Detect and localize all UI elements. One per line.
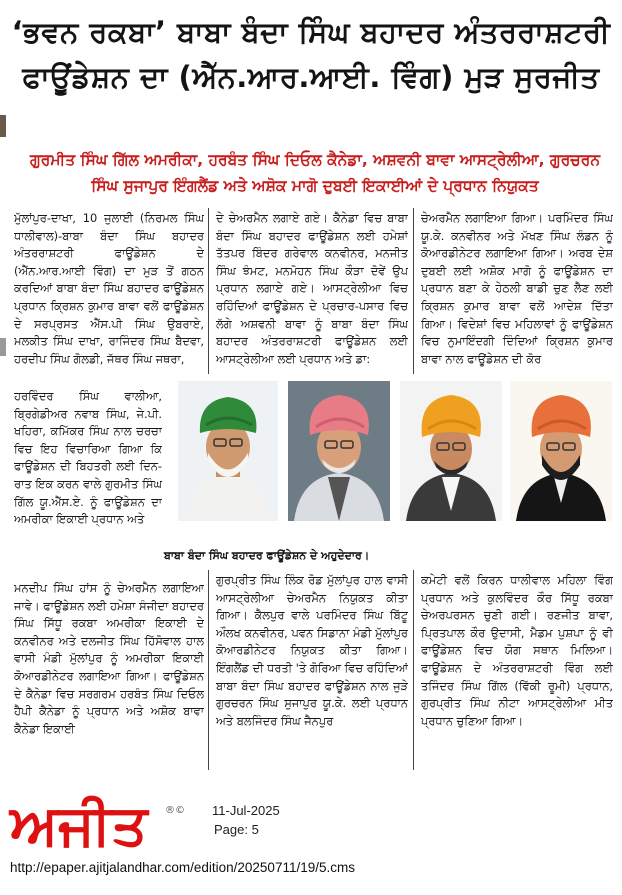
column-3-bottom: ਕਮੇਟੀ ਵਲੋਂ ਕਿਰਨ ਧਾਲੀਵਾਲ ਮਹਿਲਾ ਵਿੰਗ ਪ੍ਰਧਾਨ ਅਤੇ ਕੁਲਵਿੰਦਰ ਕੌਰ ਸਿੱਧੂ ਰਕਬਾ ਚੇਅਰਪਰਸਨ ਚੁਣੀ ਗਈ। ਰਣਜੀਤ ਬਾਵਾ, ਪ੍ਰਿਤਪਾਲ ਕੌਰ ਉਦਾਸੀ, ਮੈਡਮ ਪੁਸ਼ਪਾ ਨੂੰ ਵੀ ਫਾਊਂਡੇਸ਼ਨ ਵਿਚ ਯੋਗ ਸਥਾਨ ਮਿਲਿਆ। ਫਾਊਂਡੇਸ਼ਨ ਦੇ ਅੰਤਰਰਾਸ਼ਟਰੀ ਵਿੰਗ ਲਈ ਤਜਿੰਦਰ ਸਿੰਘ ਗਿੱਲ (ਵਿੱਕੀ ਰੂਮੀ) ਪ੍ਰਧਾਨ, ਗੁਰਪ੍ਰੀਤ ਸਿੰਘ ਨੀਟਾ ਆਸਟ੍ਰੇਲੀਆ ਮੀਤ ਪ੍ਰਧਾਨ ਚੁਣਿਆ ਗਿਆ। <box>421 573 613 728</box>
portrait-photo-4 <box>510 381 612 521</box>
portrait-photo-3 <box>400 381 502 521</box>
edition-date: 11-Jul-2025 <box>212 803 280 818</box>
column-3-top: ਚੇਅਰਮੈਨ ਲਗਾਇਆ ਗਿਆ। ਪਰਮਿੰਦਰ ਸਿੰਘ ਯੂ.ਕੇ. ਕਨਵੀਨਰ ਅਤੇ ਮੱਖਣ ਸਿੰਘ ਲੰਡਨ ਨੂੰ ਕੋਆਰਡੀਨੇਟਰ ਲਗਾਇਆ ਗਿਆ। ਅਰਬ ਦੇਸ਼ ਦੁਬਈ ਲਈ ਅਸ਼ੋਕ ਮਾਗੋ ਨੂੰ ਫਾਊਂਡੇਸ਼ਨ ਦਾ ਪ੍ਰਧਾਨ ਬਣਾ ਕੇ ਹੇਠਲੀ ਬਾਡੀ ਚੁਣ ਲੈਣ ਲਈ ਕ੍ਰਿਸ਼ਨ ਕੁਮਾਰ ਬਾਵਾ ਵਲੋਂ ਆਦੇਸ਼ ਦਿੱਤਾ ਗਿਆ। ਵਿਦੇਸ਼ਾਂ ਵਿਚ ਮਹਿਲਾਵਾਂ ਨੂੰ ਫਾਊਂਡੇਸ਼ਨ ਵਿਚ ਨੁਮਾਇੰਦਗੀ ਦਿੰਦਿਆਂ ਕ੍ਰਿਸ਼ਨ ਕੁਮਾਰ ਬਾਵਾ ਨਾਲ ਫਾਊਂਡੇਸ਼ਨ ਦੀ ਕੋਰ <box>421 211 613 366</box>
column-2-bottom: ਗੁਰਪ੍ਰੀਤ ਸਿੰਘ ਲਿੰਕ ਰੋਡ ਮੁੱਲਾਂਪੁਰ ਹਾਲ ਵਾਸੀ ਆਸਟ੍ਰੇਲੀਆ ਚੇਅਰਮੈਨ ਨਿਯੁਕਤ ਕੀਤਾ ਗਿਆ। ਕੈਲਪੁਰ ਵਾਲੇ ਪਰਮਿੰਦਰ ਸਿੰਘ ਬਿੱਟੂ ਔਲਖ ਕਨਵੀਨਰ, ਪਵਨ ਸਿਡਾਨਾ ਮੰਡੀ ਮੁੱਲਾਂਪੁਰ ਕੋਆਰਡੀਨੇਟਰ ਨਿਯੁਕਤ ਕੀਤਾ ਗਿਆ। ਇੰਗਲੈਂਡ ਦੀ ਧਰਤੀ 'ਤੇ ਗੋਰਿਆ ਵਿਚ ਰਹਿੰਦਿਆਂ ਬਾਬਾ ਬੰਦਾ ਸਿੰਘ ਬਹਾਦਰ ਫਾਊਂਡੇਸ਼ਨ ਨਾਲ ਜੁੜੇ ਗੁਰਚਰਨ ਸਿੰਘ ਸੁਜਾਪੁਰ ਯੂ.ਕੇ. ਲਈ ਪ੍ਰਧਾਨ ਅਤੇ ਬਲਜਿੰਦਰ ਸਿੰਘ ਜੈਨਪੁਰ <box>216 573 408 728</box>
registered-mark: ®© <box>165 805 185 816</box>
column-2-top: ਦੇ ਚੇਅਰਮੈਨ ਲਗਾਏ ਗਏ। ਕੈਨੇਡਾ ਵਿਚ ਬਾਬਾ ਬੰਦਾ ਸਿੰਘ ਬਹਾਦਰ ਫਾਊਂਡੇਸ਼ਨ ਲਈ ਹਮੇਸ਼ਾਂ ਤੱਤਪਰ ਬਿੰਦਰ ਗਰੇਵਾਲ ਕਨਵੀਨਰ, ਮਨਜੀਤ ਸਿੰਘ ਝੰਮਟ, ਮਨਮੋਹਨ ਸਿੰਘ ਕੌੜਾ ਦੋਵੇਂ ਉਪ ਪ੍ਰਧਾਨ ਲਗਾਏ ਗਏ। ਆਸਟ੍ਰੇਲੀਆ ਵਿਚ ਰਹਿੰਦਿਆਂ ਫਾਊਂਡੇਸ਼ਨ ਦੇ ਪ੍ਰਚਾਰ-ਪਸਾਰ ਵਿਚ ਲੱਗੇ ਅਸ਼ਵਨੀ ਬਾਵਾ ਨੂੰ ਬਾਬਾ ਬੰਦਾ ਸਿੰਘ ਬਹਾਦਰ ਅੰਤਰਰਾਸ਼ਟਰੀ ਫਾਊਂਡੇਸ਼ਨ ਲਈ ਆਸਟ੍ਰੇਲੀਆ ਲਈ ਪ੍ਰਧਾਨ ਅਤੇ ਡਾ: <box>216 211 408 366</box>
column-divider <box>413 208 414 374</box>
column-1-top: ਮੁੱਲਾਂਪੁਰ-ਦਾਖਾ, 10 ਜੁਲਾਈ (ਨਿਰਮਲ ਸਿੰਘ ਧਾਲੀਵਾਲ)-ਬਾਬਾ ਬੰਦਾ ਸਿੰਘ ਬਹਾਦਰ ਅੰਤਰਰਾਸ਼ਟਰੀ ਫਾਊਂਡੇਸ਼ਨ ਦੇ (ਐੱਨ.ਆਰ.ਆਈ ਵਿੰਗ) ਦਾ ਮੁੜ ਤੋਂ ਗਠਨ ਕਰਦਿਆਂ ਬਾਬਾ ਬੰਦਾ ਸਿੰਘ ਬਹਾਦਰ ਫਾਊਂਡੇਸ਼ਨ ਪ੍ਰਧਾਨ ਕ੍ਰਿਸ਼ਨ ਕੁਮਾਰ ਬਾਵਾ ਵਲੋਂ ਫਾਊਂਡੇਸ਼ਨ ਦੇ ਸਰਪ੍ਰਸਤ ਐੱਸ.ਪੀ ਸਿੰਘ ਉਬਰਾਏ, ਮਲਕੀਤ ਸਿੰਘ ਦਾਖਾ, ਰਾਜਿੰਦਰ ਸਿੰਘ ਬੈਦਵਾ, ਹਰਦੀਪ ਸਿੰਘ ਗੋਲਡੀ, ਜੱਥਰ ਸਿੰਘ ਜਥਰਾ, <box>14 211 204 366</box>
portrait-photo-2 <box>288 381 390 521</box>
photo-strip <box>170 377 616 539</box>
adjacent-page-clip <box>0 338 6 356</box>
ajit-logo: ਅਜੀਤ <box>10 792 148 858</box>
column-divider <box>413 570 414 770</box>
source-url[interactable]: http://epaper.ajitjalandhar.com/edition/20250711/19/5.cms <box>10 860 355 875</box>
column-1-bottom: ਮਨਦੀਪ ਸਿੰਘ ਹਾਂਸ ਨੂੰ ਚੇਅਰਮੈਨ ਲਗਾਇਆ ਜਾਵੇ। ਫਾਊਂਡੇਸ਼ਨ ਲਈ ਹਮੇਸ਼ਾ ਸੰਜੀਦਾ ਬਹਾਦਰ ਸਿੰਘ ਸਿੱਧੂ ਰਕਬਾ ਅਮਰੀਕਾ ਇਕਾਈ ਦੇ ਕਨਵੀਨਰ ਅਤੇ ਦਲਜੀਤ ਸਿੰਘ ਹਿੱਸੋਵਾਲ ਹਾਲ ਵਾਸੀ ਮੰਡੀ ਮੁੱਲਾਂਪੁਰ ਨੂੰ ਅਮਰੀਕਾ ਇਕਾਈ ਕੋਆਰਡੀਨੇਟਰ ਲਗਾਇਆ ਗਿਆ। ਫਾਊਂਡੇਸ਼ਨ ਦੇ ਕੈਨੇਡਾ ਵਿਚ ਸਰਗਰਮ ਹਰਬੰਤ ਸਿੰਘ ਦਿਓਲ ਹੈਪੀ ਕੈਨੇਡਾ ਨੂੰ ਪ੍ਰਧਾਨ ਅਤੇ ਅਸ਼ੋਕ ਬਾਵਾ ਕੈਨੇਡਾ ਇਕਾਈ <box>14 581 204 736</box>
portrait-photo-1 <box>178 381 278 521</box>
page-number: Page: 5 <box>214 822 259 837</box>
column-divider <box>208 570 209 770</box>
photo-caption: ਬਾਬਾ ਬੰਦਾ ਸਿੰਘ ਬਹਾਦਰ ਫਾਊਂਡੇਸ਼ਨ ਦੇ ਅਹੁਦੇਦਾਰ। <box>160 545 620 567</box>
adjacent-page-clip <box>0 115 6 137</box>
subheadline: ਗੁਰਮੀਤ ਸਿੰਘ ਗਿੱਲ ਅਮਰੀਕਾ, ਹਰਬੰਤ ਸਿੰਘ ਦਿਓਲ ਕੈਨੇਡਾ, ਅਸ਼ਵਨੀ ਬਾਵਾ ਆਸਟ੍ਰੇਲੀਆ, ਗੁਰਚਰਨ ਸਿੰਘ ਸੁਜਾਪੁਰ ਇੰਗਲੈਂਡ ਅਤੇ ਅਸ਼ੋਕ ਮਾਗੋ ਦੁਬਈ ਇਕਾਈਆਂ ਦੇ ਪ੍ਰਧਾਨ ਨਿਯੁਕਤ <box>29 151 601 195</box>
column-divider <box>208 208 209 374</box>
headline: ‘ਭਵਨ ਰਕਬਾ’ ਬਾਬਾ ਬੰਦਾ ਸਿੰਘ ਬਹਾਦਰ ਅੰਤਰਰਾਸ਼ਟਰੀ ਫਾਊਂਡੇਸ਼ਨ ਦਾ (ਐੱਨ.ਆਰ.ਆਈ. ਵਿੰਗ) ਮੁੜ ਸੁਰਜੀਤ <box>11 15 611 94</box>
column-1-middle: ਹਰਵਿੰਦਰ ਸਿੰਘ ਵਾਲੀਆ, ਬ੍ਰਿਗੇਡੀਅਰ ਨਵਾਬ ਸਿੰਘ, ਜੇ.ਪੀ. ਖਹਿਰਾ, ਕਮਿੱਕਰ ਸਿੰਘ ਨਾਲ ਚਰਚਾ ਵਿਚ ਇਹ ਵਿਚਾਰਿਆ ਗਿਆ ਕਿ ਫਾਊਂਡੇਸ਼ਨ ਦੀ ਬਿਹਤਰੀ ਲਈ ਦਿਨ-ਰਾਤ ਇਕ ਕਰਨ ਵਾਲੇ ਗੁਰਮੀਤ ਸਿੰਘ ਗਿੱਲ ਯੂ.ਐੱਸ.ਏ. ਨੂੰ ਫਾਊਂਡੇਸ਼ਨ ਦਾ ਅਮਰੀਕਾ ਇਕਾਈ ਪ੍ਰਧਾਨ ਅਤੇ <box>14 389 162 527</box>
